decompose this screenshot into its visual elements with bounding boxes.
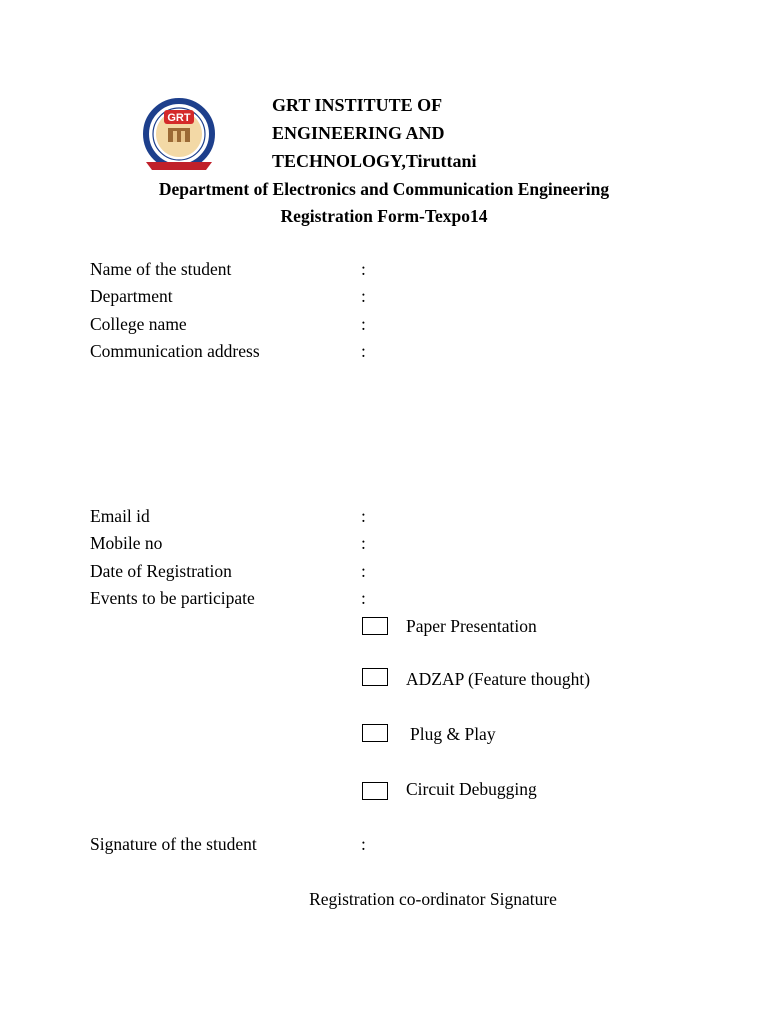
event-checkbox-plug-and-play[interactable]	[362, 724, 388, 742]
event-checkbox-circuit-debugging[interactable]	[362, 782, 388, 800]
institute-logo	[140, 96, 218, 176]
coordinator-signature-label: Registration co-ordinator Signature	[309, 889, 557, 909]
event-label-circuit-debugging: Circuit Debugging	[406, 779, 537, 799]
institute-name-line-1: GRT INSTITUTE OF	[272, 95, 443, 115]
field-separator: :	[361, 533, 366, 553]
logo-text: GRT	[167, 112, 191, 124]
field-separator: :	[361, 588, 366, 608]
field-label-college-name: College name	[90, 314, 187, 334]
form-title: Registration Form-Texpo14	[280, 206, 488, 226]
field-separator: :	[361, 314, 366, 334]
field-separator: :	[361, 341, 366, 361]
field-separator: :	[361, 834, 366, 854]
event-label-plug-and-play: Plug & Play	[410, 724, 496, 744]
signature-label-student: Signature of the student	[90, 834, 257, 854]
field-label-mobile: Mobile no	[90, 533, 163, 553]
event-label-paper-presentation: Paper Presentation	[406, 616, 537, 636]
institute-name-line-2: ENGINEERING AND	[272, 123, 445, 143]
field-separator: :	[361, 561, 366, 581]
field-label-events: Events to be participate	[90, 588, 255, 608]
field-separator: :	[361, 286, 366, 306]
event-label-adzap: ADZAP (Feature thought)	[406, 669, 591, 689]
field-label-student-name: Name of the student	[90, 259, 232, 279]
field-separator: :	[361, 259, 366, 279]
institute-name-line-3: TECHNOLOGY,Tiruttani	[272, 151, 477, 171]
field-label-communication-address: Communication address	[90, 341, 260, 361]
event-checkbox-paper-presentation[interactable]	[362, 617, 388, 635]
field-label-department: Department	[90, 286, 173, 306]
field-label-email: Email id	[90, 506, 150, 526]
department-title: Department of Electronics and Communication Engineering	[158, 179, 610, 199]
event-checkbox-adzap[interactable]	[362, 668, 388, 686]
field-label-registration-date: Date of Registration	[90, 561, 232, 581]
field-separator: :	[361, 506, 366, 526]
